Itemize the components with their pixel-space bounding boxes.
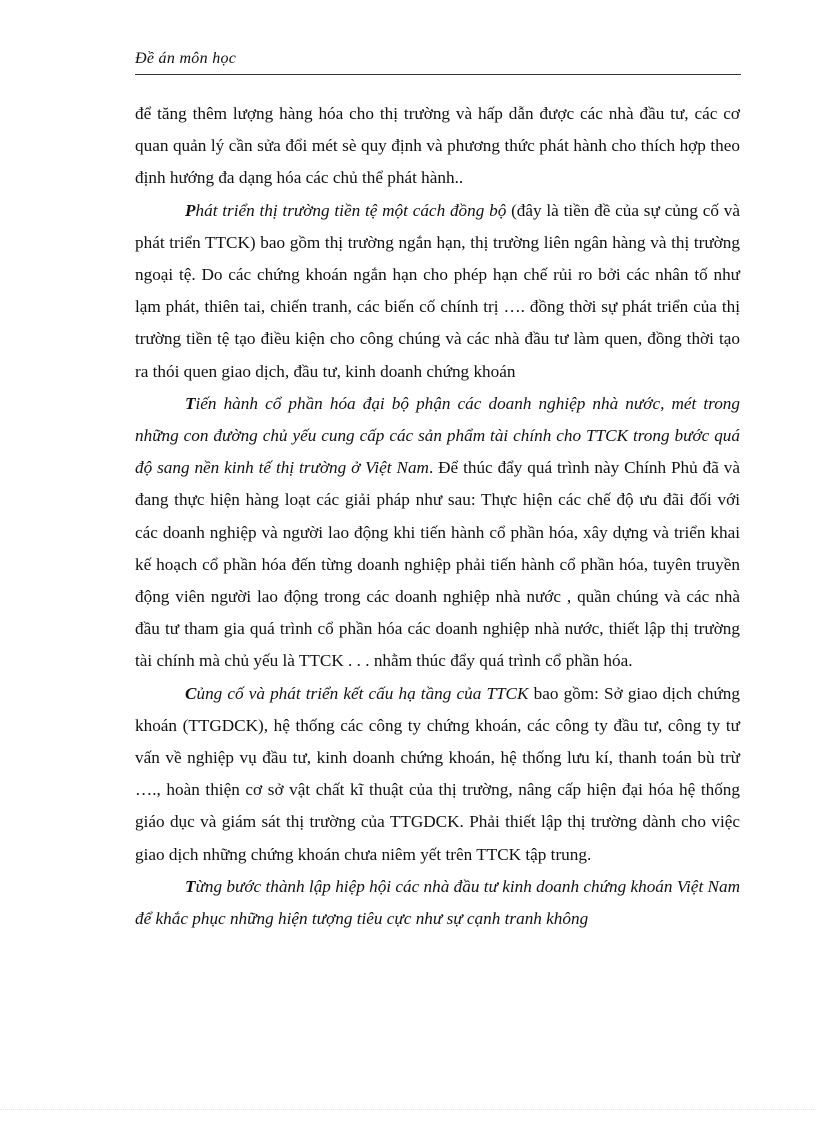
paragraph-text: . Để thúc đẩy quá trình này Chính Phủ đã và đang thực hiện hàng loạt các giải pháp như sau: Thực hiện các chế độ ưu đãi đối với các doanh nghiệp và người lao động khi tiến hành cổ phần hóa, xây dựng và triển khai kế hoạch cổ phần hóa đến từng doanh nghiệp phải tiến hành cổ phần hóa, tuyên truyền động viên người lao động trong các doanh nghiệp nhà nước , quần chúng và các nhà đầu tư tham gia quá trình cổ phần hóa các doanh nghiệp nhà nước, thiết lập thị trường tài chính mà chủ yếu là TTCK . . . nhằm thúc đẩy quá trình cổ phần hóa. [135, 458, 740, 671]
paragraph-lead: iến hành cổ phần hóa đại bộ phận các doanh nghiệp nhà nước, mét trong những con đường chủ yếu cung cấp các sản phẩm tài chính cho TTCK trong bước quá độ sang nền kinh tế thị trường ở Việt Nam [135, 393, 740, 478]
page-bottom-border [0, 1109, 816, 1110]
paragraph-text: (đây là tiền đề của sự củng cố và phát triển TTCK) bao gồm thị trường ngắn hạn, thị trường liên ngân hàng và thị trường ngoại tệ. Do các chứng khoán ngắn hạn cho phép hạn chế rủi ro bởi các nhân tố như lạm phát, thiên tai, chiến tranh, các biến cố chính trị …. đồng thời sự phát triển của thị trường tiền tệ tạo điều kiện cho công chúng và các nhà đầu tư làm quen, đồng thời tạo ra thói quen giao dịch, đầu tư, kinh doanh chứng khoán [135, 200, 741, 381]
paragraph-text: bao gồm: Sở giao dịch chứng khoán (TTGDCK), hệ thống các công ty chứng khoán, các công ty đầu tư, công ty tư vấn về nghiệp vụ đầu tư, kinh doanh chứng khoán, hệ thống lưu kí, thanh toán bù trừ …., hoàn thiện cơ sở vật chất kĩ thuật của thị trường, nâng cấp hiện đại hóa hệ thống giáo dục và giám sát thị trường của TTGDCK. Phải thiết lập thị trường dành cho việc giao dịch những chứng khoán chưa niêm yết trên TTCK tập trung. [135, 683, 740, 864]
paragraph-lead: hát triển thị trường tiền tệ một cách đồng bộ [195, 200, 507, 220]
drop-initial: T [185, 393, 196, 413]
drop-initial: P [185, 200, 196, 220]
page-header-title: Đề án môn học [135, 50, 237, 67]
paragraph-infrastructure [135, 678, 740, 871]
document-body [135, 98, 740, 935]
drop-initial: C [185, 683, 197, 703]
paragraph-investor-association [135, 871, 740, 935]
paragraph-lead: ủng cố và phát triển kết cấu hạ tầng của TTCK [196, 683, 529, 703]
paragraph-equitization [135, 388, 740, 678]
paragraph-money-market [135, 195, 740, 388]
paragraph-lead: ừng bước thành lập hiệp hội các nhà đầu tư kinh doanh chứng khoán Việt Nam để khắc phục những hiện tượng tiêu cực như sự cạnh tranh không [135, 876, 740, 929]
paragraph-continuation: để tăng thêm lượng hàng hóa cho thị trường và hấp dẫn được các nhà đầu tư, các cơ quan quản lý cần sửa đổi mét sè quy định và phương thức phát hành cho thích hợp theo định hướng đa dạng hóa các chủ thể phát hành.. [135, 104, 740, 188]
drop-initial: T [185, 876, 196, 896]
header-divider [135, 74, 741, 75]
